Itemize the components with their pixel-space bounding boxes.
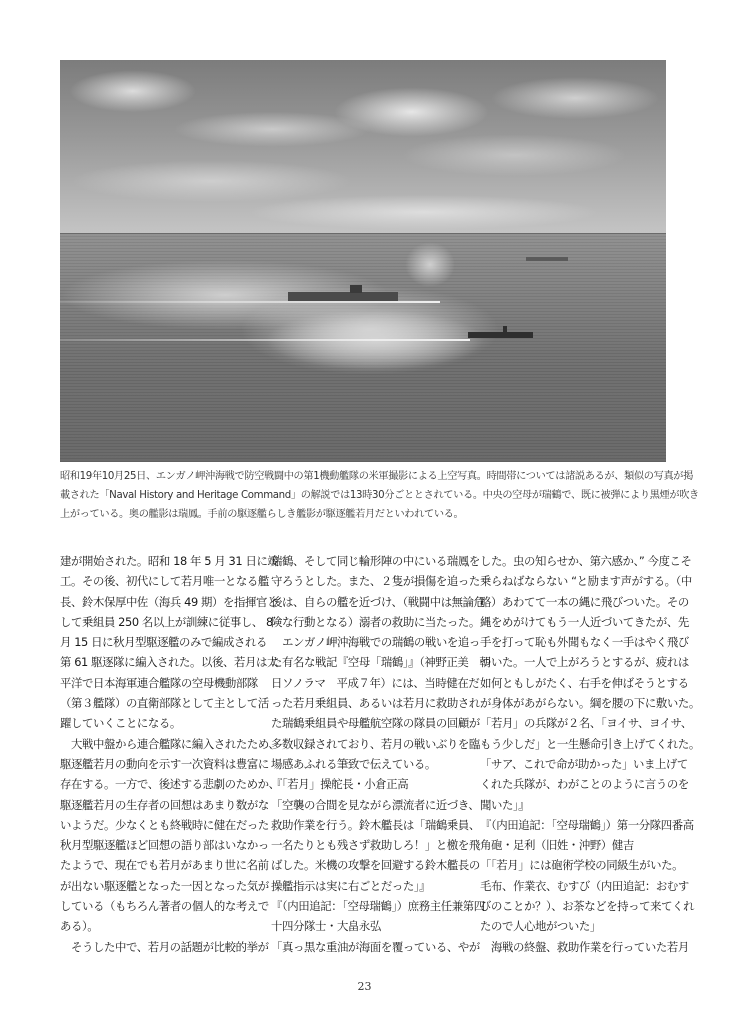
body-line: 日ソノラマ 平成７年）には、当時健在だ	[271, 675, 480, 690]
smoke-plume	[405, 242, 455, 287]
body-line: 「若月」の兵隊が２名、「ヨイサ、ヨイサ、	[480, 716, 692, 731]
body-line: ある）。	[60, 919, 99, 934]
carrier-zuikaku-island	[350, 285, 362, 293]
body-line: 瑞鶴、そして同じ輪形陣の中にいる瑞鳳を	[271, 554, 480, 568]
body-line: た瑞鶴乗組員や母艦航空隊の隊員の回顧が	[271, 716, 480, 731]
body-line: 守ろうとした。また、２隻が損傷を追った	[271, 574, 480, 589]
body-line: 『（内田追記：「空母瑞鶴」）第一分隊四番高	[480, 817, 694, 832]
body-line: 躍していくことになる。	[60, 716, 181, 731]
body-line: 乗らねばならない “と励ます声がする。（中	[480, 574, 692, 589]
body-line: いようだ。少なくとも終戦時に健在だった	[60, 817, 269, 832]
body-line: もう少しだ」と一生懸命引き上げてくれた。	[480, 736, 700, 751]
body-line: 駆逐艦若月の生存者の回想はあまり数がな	[60, 797, 269, 812]
body-line: 『（内田追記：「空母瑞鶴」）庶務主任兼第四	[271, 899, 485, 914]
body-line: たようで、現在でも若月があまり世に名前	[60, 858, 269, 873]
body-line: 秋月型駆逐艦ほど回想の語り部はいなかっ	[60, 838, 269, 853]
photo-horizon	[60, 233, 666, 234]
body-line: 平洋で日本海軍連合艦隊の空母機動部隊	[60, 675, 258, 690]
body-line: 駆逐艦若月の動向を示す一次資料は豊富に	[60, 756, 269, 771]
page-number: 23	[357, 980, 372, 993]
body-line: 略）あわてて一本の縄に飛びついた。その	[480, 594, 689, 609]
text-column-1	[60, 551, 280, 957]
photo-caption	[60, 467, 699, 524]
body-line: が出ない駆逐艦となった一因となった気が	[60, 878, 269, 893]
body-line: した。虫の知らせか、第六感か、” 今度こそ	[480, 554, 692, 568]
body-line: 手を打って恥も外聞もなく一手はやく飛び	[480, 635, 689, 650]
body-line: している（もちろん著者の個人的な考えで	[60, 899, 269, 914]
body-line: 『「若月」操舵長・小倉正高	[271, 777, 409, 792]
body-line: たので人心地がついた」	[480, 919, 601, 934]
body-line: 「空襲の合間を見ながら漂流者に近づき、	[271, 797, 480, 812]
aerial-battle-photo	[60, 60, 666, 462]
text-column-2	[271, 551, 491, 957]
body-line: 海戦の終盤、救助作業を行っていた若月	[480, 939, 689, 954]
body-line: 工。その後、初代にして若月唯一となる艦	[60, 574, 269, 589]
body-line: 長、鈴木保厚中佐（海兵 49 期）を指揮官と	[60, 594, 278, 609]
body-line: 如何ともしがたく、右手を伸ばそうとする	[480, 675, 689, 690]
body-line: 聞いた」』	[480, 797, 530, 812]
body-line: 操艦指示は実に右ごとだった」』	[271, 878, 431, 893]
body-line: 一名たりとも残さず救助しろ！」と檄を飛	[271, 838, 480, 853]
body-line: た有名な戦記『空母「瑞鶴」』（神野正美 朝	[271, 655, 491, 670]
body-line: った若月乗組員、あるいは若月に救助され	[271, 696, 480, 711]
body-line: 後は、自らの艦を近づけ、（戦闘中は無論危	[271, 594, 485, 609]
body-line: そうした中で、若月の話題が比較的挙が	[60, 939, 269, 954]
body-line: ばした。米機の攻撃を回避する鈴木艦長の	[271, 858, 480, 873]
body-line: 「「若月」には砲術学校の同級生がいた。	[480, 858, 684, 873]
body-line: して乗組員 250 名以上が訓練に従事し、 8	[60, 614, 273, 629]
text-column-3	[480, 551, 700, 957]
body-line: 多数収録されており、若月の戦いぶりを臨	[271, 736, 480, 751]
body-line: 場感あふれる筆致で伝えている。	[271, 756, 436, 771]
body-line: 救助作業を行う。鈴木艦長は「瑞鶴乗員、	[271, 817, 480, 832]
body-line: 「サア、これで命が助かった」いま上げて	[480, 756, 688, 771]
body-line: 険な行動となる）溺者の救助に当たった。	[271, 614, 480, 629]
body-line: が身体があがらない。綱を腰の下に敷いた。	[480, 696, 700, 711]
body-line: 建が開始された。昭和 18 年 5 月 31 日に竣	[60, 554, 279, 568]
body-line: ついた。一人で上がろうとするが、疲れは	[480, 655, 689, 670]
body-line: 存在する。一方で、後述する悲劇のためか、	[60, 777, 280, 792]
body-line: （第３艦隊）の直衛部隊として主として活	[60, 696, 269, 711]
caption-line: 上がっている。奥の艦影は瑞鳳。手前の駆逐艦らしき艦影が駆逐艦若月だといわれている。	[60, 509, 464, 520]
caption-line: 載された「Naval History and Heritage Command」の解説では13時30分ごととされている。中央の空母が瑞鶴で、既に被弾により黒煙が吹き	[60, 490, 699, 501]
body-line: 第 61 駆逐隊に編入された。以後、若月は太	[60, 655, 278, 670]
destroyer-wakatsuki	[468, 332, 533, 338]
carrier-zuikaku	[288, 292, 398, 301]
destroyer-wake	[60, 339, 470, 341]
carrier-zuiho	[526, 257, 568, 261]
body-line: 月 15 日に秋月型駆逐艦のみで編成される	[60, 635, 267, 650]
body-line: 角砲・足利（旧姓・沖野）健吉	[480, 838, 634, 853]
body-line: くれた兵隊が、わがことのように言うのを	[480, 777, 689, 792]
body-line: エンガノ岬沖海戦での瑞鶴の戦いを追っ	[271, 635, 480, 650]
body-line: 十四分隊士・大畠永弘	[271, 919, 381, 934]
body-line: 「真っ黒な重油が海面を覆っている、やが	[271, 939, 480, 954]
destroyer-wakatsuki-mast	[503, 326, 507, 333]
body-line: 大戦中盤から連合艦隊に編入されたため、	[60, 736, 280, 751]
body-line: びのことか？）、お茶などを持って来てくれ	[480, 899, 695, 914]
body-line: 毛布、作業衣、むすび（内田追記：おむす	[480, 878, 689, 893]
carrier-wake	[60, 301, 440, 303]
caption-line: 昭和19年10月25日、エンガノ岬沖海戦で防空戦闘中の第1機動艦隊の米軍撮影による上空写真。時間帯については諸説あるが、類似の写真が掲	[60, 471, 693, 482]
photo-sky-clouds	[60, 60, 666, 233]
body-line: 縄をめがけてもう一人近づいてきたが、先	[480, 614, 689, 629]
